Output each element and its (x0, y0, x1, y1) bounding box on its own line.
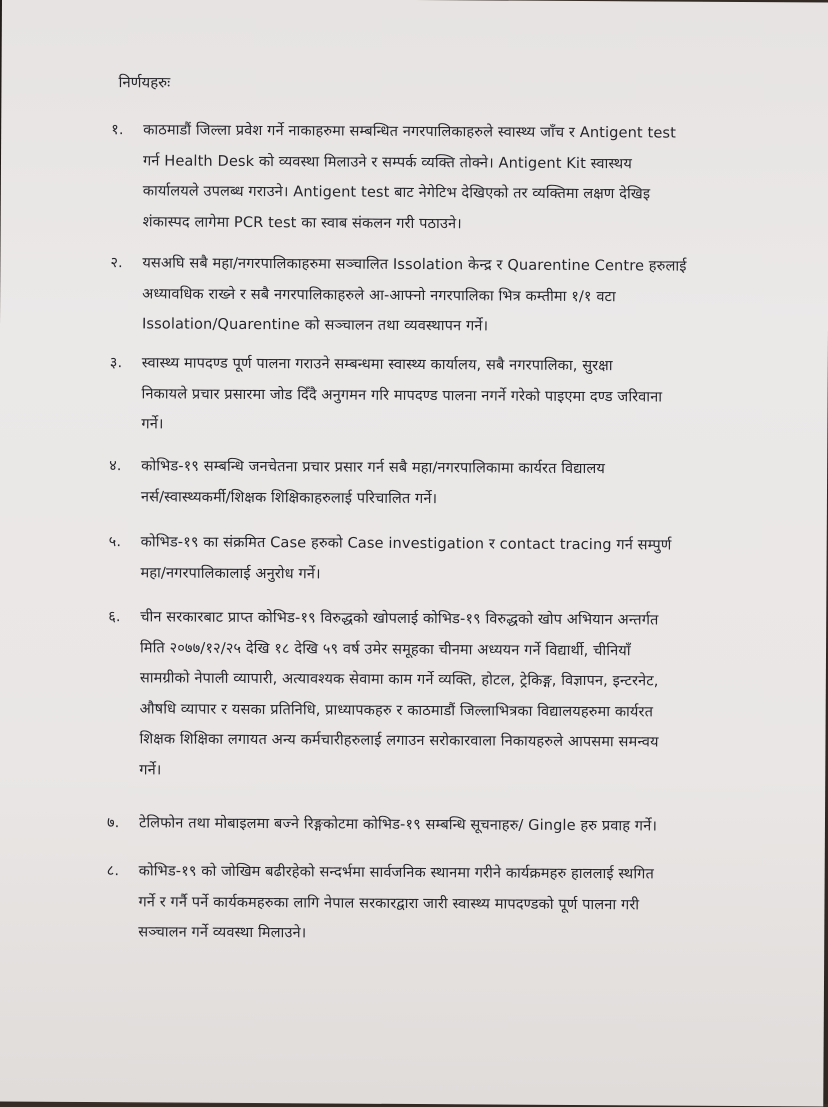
decision-text: टेलिफोन तथा मोबाइलमा बज्ने रिङ्गकोटमा कोभिड-१९ सम्बन्धि सूचनाहरु/ Gingle हरु प्रवाह गर्ने। (138, 814, 658, 835)
decision-text: यसअघि सबै महा/नगरपालिकाहरुमा सञ्चालित Issolation केन्द्र र Quarentine Centre हरुलाई अध्यावधिक राख्ने र सबै नगरपालिकाहरुले आ-आफ्नो नगरपालिका भित्र कम्तीमा १/१ वटा Issolation/Quarentine को सञ्चालन तथा व्यवस्थापन गर्ने। (141, 254, 687, 335)
decisions-heading: निर्णयहरुः (118, 73, 171, 92)
decision-item-4 (109, 451, 764, 516)
decision-item-2 (110, 248, 766, 343)
decision-number: ७. (106, 814, 120, 832)
decision-item-1 (111, 115, 767, 241)
decision-item-8 (106, 856, 762, 951)
decision-text: कोभिड-१९ सम्बन्धि जनचेतना प्रचार प्रसार गर्न सबै महा/नगरपालिकामा कार्यरत विद्यालय नर्स/स्वास्थ्यकर्मी/शिक्षक शिक्षिकाहरुलाई परिचालित गर्ने। (140, 457, 605, 507)
decision-number: ३. (109, 354, 123, 372)
decision-number: २. (110, 254, 123, 272)
decision-number: ६. (108, 608, 121, 626)
decision-number: ५. (108, 533, 122, 551)
decision-text: चीन सरकारबाट प्राप्त कोभिड-१९ विरुद्धको खोपलाई कोभिड-१९ विरुद्धको खोप अभियान अन्तर्गत मिति २०७७/१२/२५ देखि १८ देखि ५९ वर्ष उमेर समूहका चीनमा अध्ययन गर्ने विद्यार्थी, चीनियाँ सामग्रीको नेपाली व्यापारी, अत्यावश्यक सेवामा काम गर्ने व्यक्ति, होटल, ट्रेकिङ्ग, विज्ञापन, इन्टरनेट, औषधि व्यापार र यसका प्रतिनिधि, प्राध्यापकहरु र काठमाडौं जिल्लाभित्रका विद्यालयहरुमा कार्यरत शिक्षक शिक्षिका लगायत अन्य कर्मचारीहरुलाई लगाउन सरोकारवाला निकायहरुले आपसमा समन्वय गर्ने। (139, 608, 659, 778)
decision-item-6 (107, 602, 763, 789)
decision-number: १. (111, 121, 124, 139)
decision-text: कोभिड-१९ का संक्रमित Case हरुको Case investigation र contact tracing गर्न सम्पुर्ण महा/नगरपालिकालाई अनुरोध गर्ने। (140, 533, 672, 582)
decision-text: कोभिड-१९ को जोखिम बढीरहेको सन्दर्भमा सार्वजनिक स्थानमा गरीने कार्यक्रमहरु हाललाई स्थगित गर्ने र गर्नै पर्ने कार्यकमहरुका लागि नेपाल सरकारद्वारा जारी स्वास्थ्य मापदण्डको पूर्ण पालना गरी सञ्चालन गर्ने व्यवस्था मिलाउने। (138, 862, 654, 942)
decision-item-3 (109, 348, 765, 443)
decision-text: काठमाडौं जिल्ला प्रवेश गर्ने नाकाहरुमा सम्बन्धित नगरपालिकाहरुले स्वास्थ्य जाँच र Antigent test गर्न Health Desk को व्यवस्था मिलाउने र सम्पर्क व्यक्ति तोक्ने। Antigent Kit स्वास्थय कार्यालयले उपलब्ध गराउने। Antigent test बाट नेगेटिभ देखिएको तर व्यक्तिमा लक्षण देखिइ शंकास्पद लागेमा PCR test का स्वाब संकलन गरी पठाउने। (142, 121, 677, 232)
decision-number: ४. (109, 457, 122, 475)
decision-item-7 (107, 808, 762, 843)
decision-number: ८. (106, 862, 120, 880)
decision-text: स्वास्थ्य मापदण्ड पूर्ण पालना गराउने सम्बन्धमा स्वास्थ्य कार्यालय, सबै नगरपालिका, सुरक्षा निकायले प्रचार प्रसारमा जोड दिँदै अनुगमन गरि मापदण्ड पालना नगर्ने गरेको पाइएमा दण्ड जरिवाना गर्ने। (141, 354, 663, 433)
decision-item-5 (108, 527, 763, 592)
